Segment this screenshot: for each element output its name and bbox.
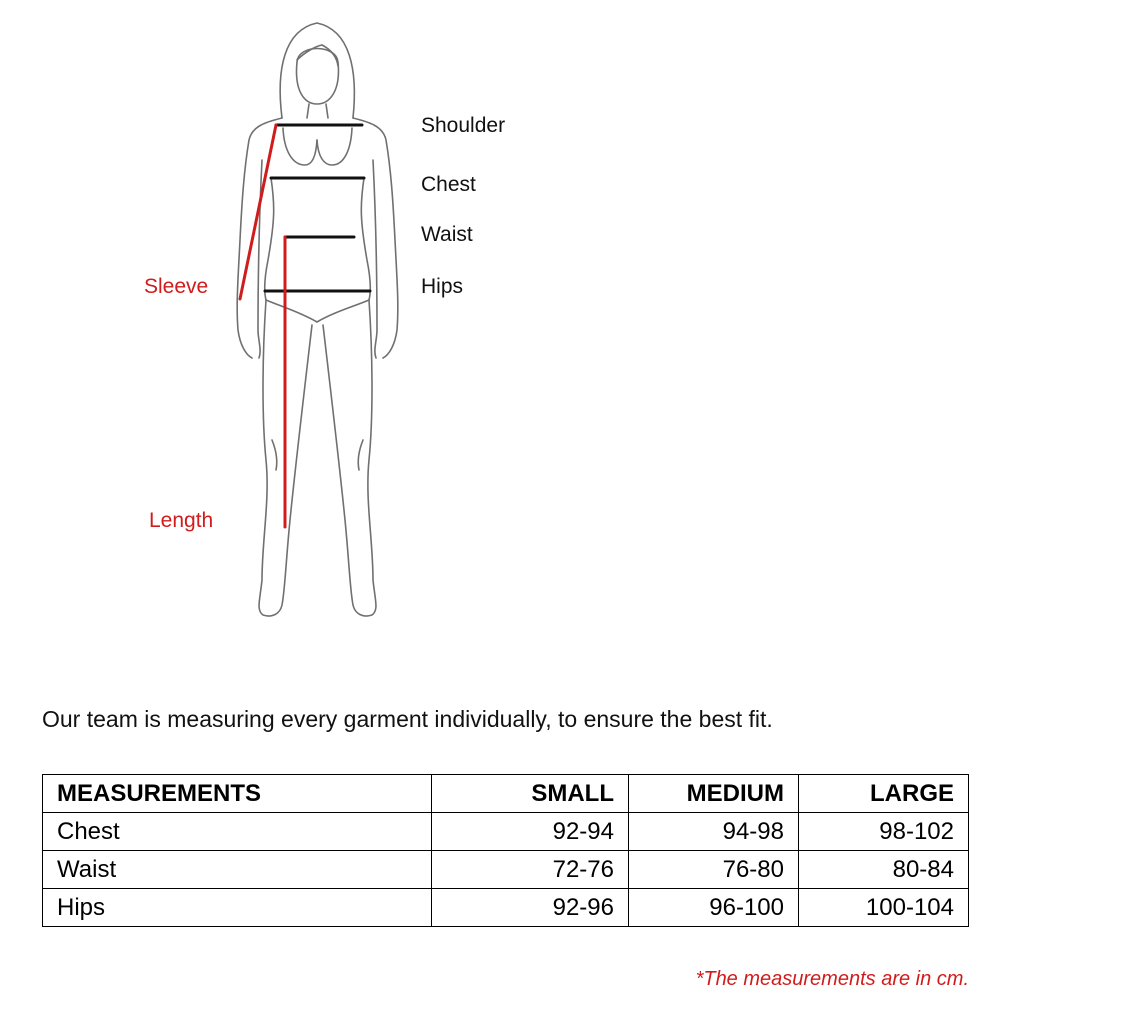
body-outline bbox=[237, 23, 398, 616]
hips-label: Hips bbox=[421, 275, 464, 298]
row-label: Waist bbox=[43, 851, 432, 889]
cell-small: 92-96 bbox=[432, 889, 629, 927]
table-header-row bbox=[43, 775, 969, 813]
cell-small: 72-76 bbox=[432, 851, 629, 889]
header-large: LARGE bbox=[799, 775, 969, 813]
cell-large: 98-102 bbox=[799, 813, 969, 851]
length-label: Length bbox=[149, 509, 214, 532]
shoulder-label: Shoulder bbox=[421, 114, 506, 137]
header-small: SMALL bbox=[432, 775, 629, 813]
header-medium: MEDIUM bbox=[629, 775, 799, 813]
footnote: *The measurements are in cm. bbox=[695, 968, 969, 990]
sleeve-label: Sleeve bbox=[144, 275, 209, 298]
cell-small: 92-94 bbox=[432, 813, 629, 851]
size-chart-table bbox=[42, 774, 969, 927]
cell-medium: 94-98 bbox=[629, 813, 799, 851]
highlight-lines bbox=[240, 125, 285, 527]
intro-text: Our team is measuring every garment individually, to ensure the best fit. bbox=[42, 706, 773, 732]
table-row bbox=[43, 813, 969, 851]
header-measurements: MEASUREMENTS bbox=[43, 775, 432, 813]
row-label: Chest bbox=[43, 813, 432, 851]
table-row bbox=[43, 851, 969, 889]
chest-label: Chest bbox=[421, 173, 476, 196]
cell-large: 100-104 bbox=[799, 889, 969, 927]
cell-medium: 76-80 bbox=[629, 851, 799, 889]
measurement-lines bbox=[265, 125, 370, 291]
cell-large: 80-84 bbox=[799, 851, 969, 889]
row-label: Hips bbox=[43, 889, 432, 927]
cell-medium: 96-100 bbox=[629, 889, 799, 927]
table-row bbox=[43, 889, 969, 927]
waist-label: Waist bbox=[421, 223, 473, 246]
